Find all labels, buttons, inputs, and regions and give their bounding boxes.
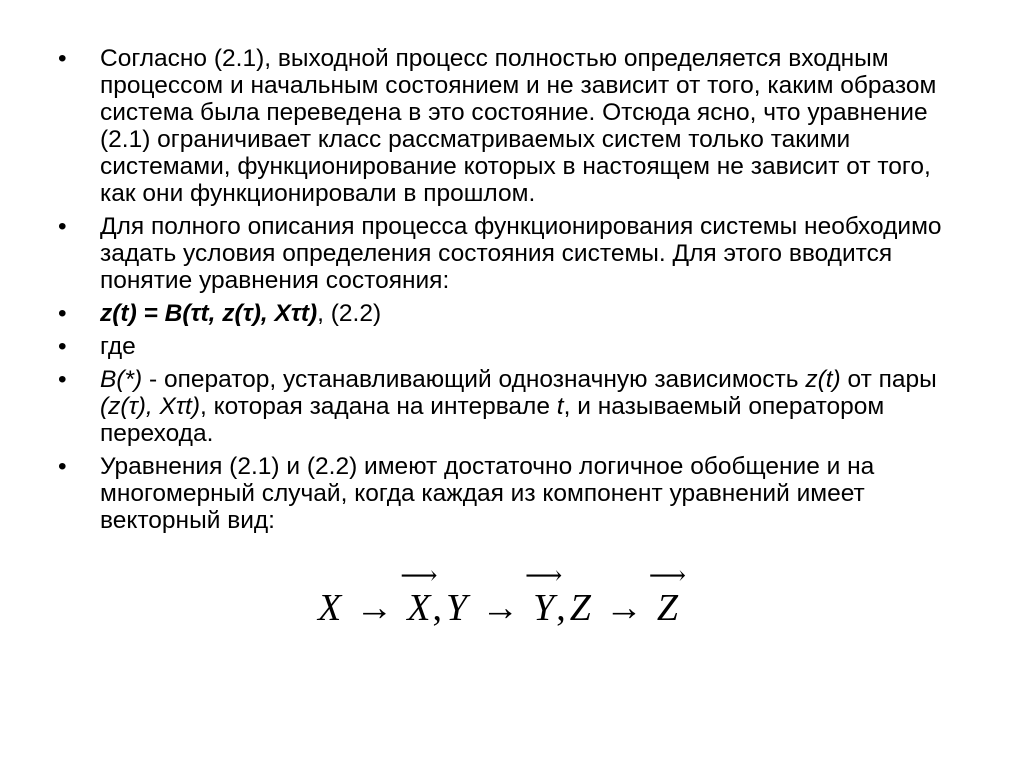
- formula-vec-x-letter: X: [407, 587, 431, 629]
- vector-arrow-icon: ⟶: [648, 561, 687, 590]
- bullet-text-6: Уравнения (2.1) и (2.2) имеют достаточно логичное обобщение и на многомерный случай, когда каждая из компонент уравнений имеет векторный вид:: [100, 453, 875, 534]
- pair-expression: (z(τ), Xτt): [100, 393, 200, 420]
- vector-formula: [318, 561, 687, 638]
- bullet-icon: •: [58, 453, 67, 480]
- bullet-item-5: [58, 366, 968, 447]
- equation-number: , (2.2): [317, 300, 382, 327]
- bullet-item-2: [58, 213, 968, 294]
- operator-text-3: , которая задана на интервале: [199, 393, 557, 420]
- bullet-text-1: Согласно (2.1), выходной процесс полностью определяется входным процессом и начальным состоянием и не зависит от того, каким образом система была переведена в это состояние. Отсюда ясно, что уравнение (2.1) ограничивает класс рассматриваемых систем только такими системами, функционирование которых в настоящем не зависит от того, как они функционировали в прошлом.: [100, 45, 937, 207]
- bullet-item-1: [58, 45, 968, 207]
- bullet-icon: •: [58, 300, 67, 327]
- bullet-list: [58, 45, 968, 540]
- arrow-icon: →: [604, 587, 643, 629]
- bullet-icon: •: [58, 213, 67, 240]
- formula-comma: ,: [556, 587, 566, 629]
- bullet-icon: •: [58, 366, 67, 393]
- formula-var-y: Y: [445, 587, 468, 629]
- bullet-icon: •: [58, 45, 67, 72]
- state-equation: z(t) = B(τt, z(τ), Xτt): [100, 300, 318, 327]
- bullet-icon: •: [58, 333, 67, 360]
- arrow-icon: →: [355, 587, 394, 629]
- formula-var-x: X: [318, 587, 342, 629]
- vector-arrow-icon: ⟶: [525, 561, 563, 590]
- formula-comma: ,: [432, 587, 442, 629]
- vector-arrow-icon: ⟶: [400, 561, 438, 590]
- bullet-text-4: где: [100, 333, 136, 360]
- formula-vec-y-letter: Y: [533, 587, 555, 629]
- formula-vec-x: [400, 561, 438, 638]
- operator-text-4: , и называемый оператором перехода.: [100, 393, 885, 447]
- arrow-icon: →: [481, 587, 520, 629]
- formula-var-z: Z: [569, 587, 591, 629]
- bullet-item-3: [58, 300, 968, 327]
- bullet-item-4: [58, 333, 968, 360]
- bullet-item-6: [58, 453, 968, 534]
- operator-text-2: от пары: [840, 366, 937, 393]
- t-variable: t: [556, 393, 564, 420]
- formula-vec-z-letter: Z: [656, 587, 678, 629]
- formula-vec-y: [525, 561, 563, 638]
- operator-symbol: B(*): [100, 366, 143, 393]
- formula-vec-z: [648, 561, 687, 638]
- bullet-text-2: Для полного описания процесса функционирования системы необходимо задать условия определения состояния системы. Для этого вводится понятие уравнения состояния:: [100, 213, 942, 294]
- operator-text-1: - оператор, устанавливающий однозначную зависимость: [142, 366, 806, 393]
- z-of-t: z(t): [805, 366, 841, 393]
